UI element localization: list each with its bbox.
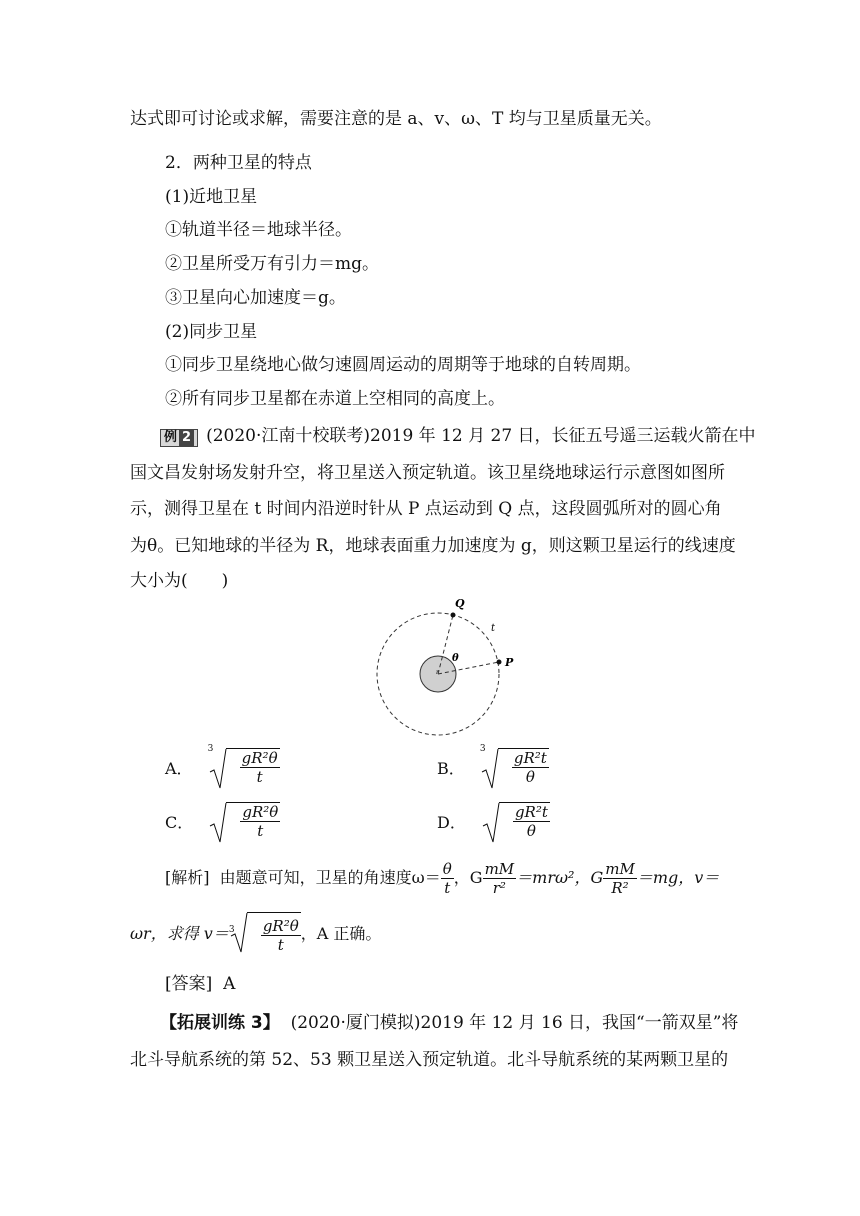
- label-t: t: [491, 623, 496, 634]
- option-c: [165, 802, 280, 840]
- option-a-label: A．: [165, 758, 193, 778]
- text-line: ①轨道半径＝地球半径。: [165, 220, 352, 240]
- analysis-text: ，G: [453, 868, 483, 887]
- text-line: ②卫星所受万有引力＝mg。: [165, 254, 380, 274]
- analysis-text: ＝mrω²，G: [516, 868, 604, 887]
- fraction: $\frac{mM}{\text{r²}}$: [484, 860, 515, 897]
- extension-first-line: [160, 1012, 738, 1034]
- example-first-line: [160, 425, 756, 447]
- option-a: [165, 744, 280, 786]
- text-line: ①同步卫星绕地心做匀速圆周运动的周期等于地球的自转周期。: [165, 355, 641, 375]
- option-d: [437, 802, 550, 840]
- answer-tag: [答案]: [165, 974, 213, 994]
- extension-source: (2020·厦门模拟): [290, 1013, 421, 1033]
- analysis-radical: 3 $\frac{\text{gR²θ}}{t}$: [229, 912, 301, 957]
- analysis-line-1: [165, 858, 719, 898]
- extension-title: 【拓展训练 3】: [160, 1013, 280, 1033]
- example-text: 2019 年 12 月 27 日，长征五号遥三运载火箭在中: [370, 426, 756, 446]
- extension-text: 北斗导航系统的第 52、53 颗卫星送入预定轨道。北斗导航系统的某两颗卫星的: [130, 1050, 729, 1070]
- label-r: r: [436, 669, 439, 676]
- label-theta: θ: [452, 653, 459, 664]
- analysis-line-2: [130, 912, 381, 957]
- option-a-radical: 3 $\frac{\text{gR²θ}}{t}$: [207, 744, 278, 786]
- text-line: 达式即可讨论或求解，需要注意的是 a、v、ω、T 均与卫星质量无关。: [130, 109, 662, 129]
- example-badge: 例 2: [160, 429, 198, 447]
- label-p: P: [505, 656, 514, 669]
- option-b-radical: 3 $\frac{\text{gR²t}}{\theta}$: [479, 744, 547, 786]
- answer-value: A: [223, 974, 236, 994]
- text-line: (2)同步卫星: [165, 322, 258, 342]
- answer-line: [165, 973, 235, 995]
- analysis-tag: [解析]: [165, 868, 210, 887]
- option-c-label: C．: [165, 812, 194, 832]
- option-b: [437, 744, 549, 786]
- point-q: [451, 613, 456, 618]
- text-line: ②所有同步卫星都在赤道上空相同的高度上。: [165, 389, 505, 409]
- fraction: $\frac{\theta}{t}$: [442, 860, 452, 897]
- text-line: (1)近地卫星: [165, 187, 258, 207]
- analysis-text: 由题意可知，卫星的角速度ω＝: [219, 868, 441, 887]
- option-d-radical: $\frac{\text{gR²t}}{\theta}$: [481, 802, 550, 840]
- extension-text: 2019 年 12 月 16 日，我国“一箭双星”将: [420, 1013, 739, 1033]
- point-p: [497, 660, 502, 665]
- option-c-radical: $\frac{\text{gR²θ}}{t}$: [208, 802, 280, 840]
- orbit-diagram: [360, 595, 520, 745]
- example-text: 大小为( ): [130, 571, 229, 591]
- text-line: ③卫星向心加速度＝g。: [165, 288, 346, 308]
- option-d-label: D．: [437, 812, 466, 832]
- label-q: Q: [455, 597, 465, 610]
- option-b-label: B．: [437, 758, 465, 778]
- analysis-text: ，A 正确。: [300, 924, 382, 943]
- section-heading: 2．两种卫星的特点: [165, 153, 312, 173]
- fraction: $\frac{mM}{\text{R²}}$: [605, 860, 635, 897]
- example-text: 国文昌发射场发射升空，将卫星送入预定轨道。该卫星绕地球运行示意图如图所: [130, 463, 725, 483]
- example-text: 为θ。已知地球的半径为 R，地球表面重力加速度为 g，则这颗卫星运行的线速度: [130, 536, 736, 556]
- analysis-text: ωr，求得 v＝: [130, 924, 229, 943]
- example-source: (2020·江南十校联考): [206, 426, 370, 446]
- example-text: 示，测得卫星在 t 时间内沿逆时针从 P 点运动到 Q 点，这段圆弧所对的圆心角: [130, 499, 722, 519]
- analysis-text: ＝mg，v＝: [636, 868, 720, 887]
